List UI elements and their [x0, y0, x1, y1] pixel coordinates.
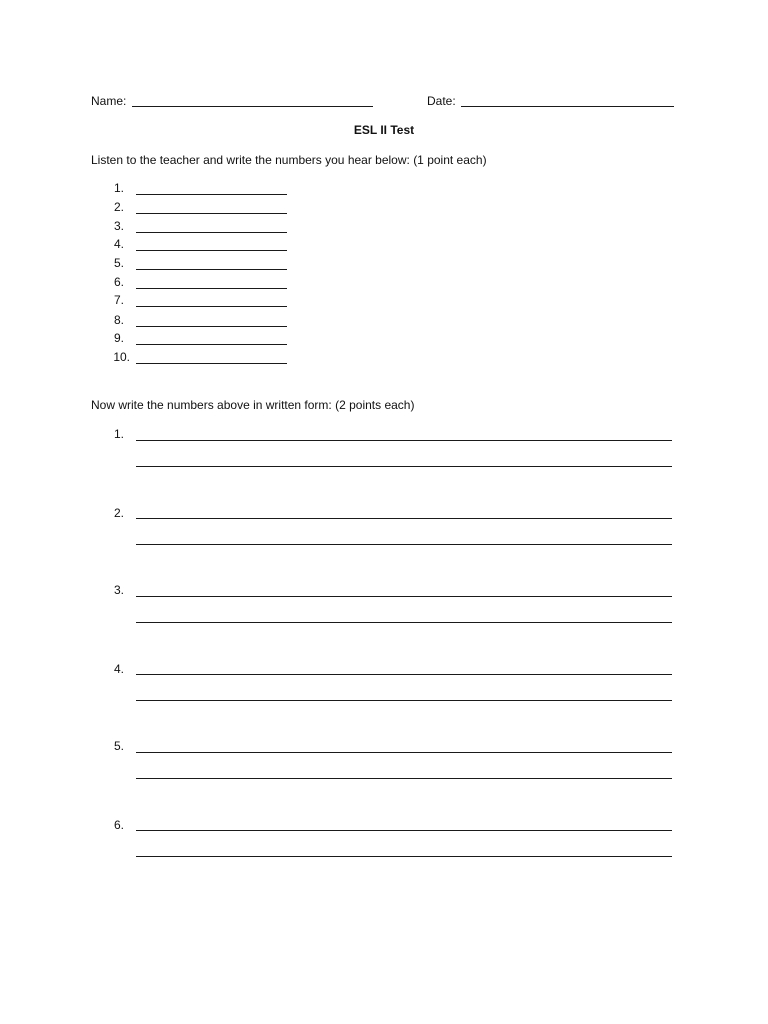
list-item-number: 4.: [113, 237, 124, 251]
list-item-number: 8.: [113, 313, 124, 327]
list-item-number: 6.: [113, 275, 124, 289]
list-item-number: 6.: [113, 818, 124, 832]
written-answer-line[interactable]: [136, 700, 672, 701]
answer-line[interactable]: [136, 213, 287, 214]
date-label: Date:: [427, 94, 456, 108]
list-item-number: 9.: [113, 331, 124, 345]
written-answer-line[interactable]: [136, 778, 672, 779]
written-answer-line[interactable]: [136, 674, 672, 675]
list-item-number: 2.: [113, 200, 124, 214]
list-item-number: 10.: [113, 350, 130, 364]
written-answer-line[interactable]: [136, 856, 672, 857]
name-field[interactable]: [132, 106, 373, 107]
answer-line[interactable]: [136, 326, 287, 327]
answer-line[interactable]: [136, 269, 287, 270]
written-answer-line[interactable]: [136, 596, 672, 597]
answer-line[interactable]: [136, 194, 287, 195]
answer-line[interactable]: [136, 344, 287, 345]
answer-line[interactable]: [136, 306, 287, 307]
answer-line[interactable]: [136, 232, 287, 233]
answer-line[interactable]: [136, 250, 287, 251]
list-item-number: 7.: [113, 293, 124, 307]
list-item-number: 3.: [113, 583, 124, 597]
list-item-number: 4.: [113, 662, 124, 676]
name-label: Name:: [91, 94, 127, 108]
list-item-number: 5.: [113, 256, 124, 270]
written-answer-line[interactable]: [136, 544, 672, 545]
answer-line[interactable]: [136, 363, 287, 364]
list-item-number: 1.: [113, 427, 124, 441]
written-answer-line[interactable]: [136, 752, 672, 753]
list-item-number: 2.: [113, 506, 124, 520]
written-answer-line[interactable]: [136, 440, 672, 441]
list-item-number: 5.: [113, 739, 124, 753]
page-title: ESL II Test: [353, 123, 415, 137]
section2-instruction: Now write the numbers above in written form: (2 points each): [91, 398, 415, 412]
answer-line[interactable]: [136, 288, 287, 289]
section1-instruction: Listen to the teacher and write the numbers you hear below: (1 point each): [91, 153, 487, 167]
written-answer-line[interactable]: [136, 518, 672, 519]
list-item-number: 3.: [113, 219, 124, 233]
written-answer-line[interactable]: [136, 830, 672, 831]
written-answer-line[interactable]: [136, 466, 672, 467]
written-answer-line[interactable]: [136, 622, 672, 623]
list-item-number: 1.: [113, 181, 124, 195]
date-field[interactable]: [461, 106, 674, 107]
